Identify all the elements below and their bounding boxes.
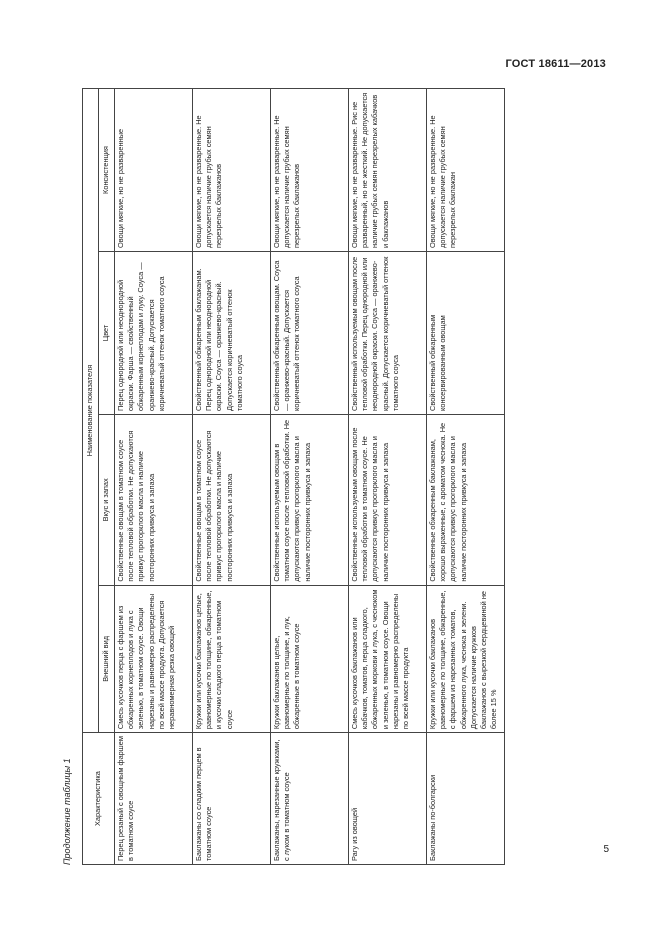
cell-color: Свойственный обжаренным консервированным овощам (427, 251, 505, 414)
cell-consistency: Овощи мягкие, но не разваренные. Рис не разваренный, но не жесткий. Не допускается наличие грубых семян перезрелых кабачков и баклажанов (349, 89, 427, 252)
cell-taste: Свойственные овощам в томатном соусе после тепловой обработки. Не допускаются привкус прогорклого масла и наличие посторонних привкуса и запаха (115, 414, 193, 585)
cell-consistency: Овощи мягкие, но не разваренные. Не допускается наличие грубых семян перезрелых баклажан (427, 89, 505, 252)
cell-appearance: Кружки или кусочки баклажанов целые, равномерные по толщине, обжаренные, и кусочки сладкого перца в томатном соусе (193, 585, 271, 732)
cell-consistency: Овощи мягкие, но не разваренные. Не допускается наличие грубых семян перезрелых баклажанов (271, 89, 349, 252)
header-taste: Вкус и запах (99, 414, 115, 585)
cell-taste: Свойственные используемым овощам после тепловой обработки в томатном соусе. Не допускаются привкус прогорклого масла и наличие посторонних привкуса и запаха (349, 414, 427, 585)
cell-appearance: Смесь кусочков перца с фаршем из обжаренных корнеплодов и лука с зеленью, в томатном соусе. Овощи нарезаны и равномерно распределены по всей массе продукта. Допускается неравномерная резка овощей (115, 585, 193, 732)
cell-characteristic: Баклажаны, нарезанные кружками, с луком в томатном соусе (271, 733, 349, 865)
header-consistency: Консистенция (99, 89, 115, 252)
rotated-content (62, 88, 519, 865)
cell-characteristic: Баклажаны по-болгарски (427, 733, 505, 865)
header-appearance: Внешний вид (99, 585, 115, 732)
cell-consistency: Овощи мягкие, но не разваренные. Не допускается наличие грубых семян перезрелых баклажанов (193, 89, 271, 252)
cell-taste: Свойственные овощам в томатном соусе после тепловой обработки. Не допускаются привкус прогорклого масла и наличие посторонних привкуса и запаха (193, 414, 271, 585)
cell-color: Свойственный обжаренным овощам. Соуса — оранжево-красный. Допускается коричневатый оттенок томатного соуса (271, 251, 349, 414)
cell-appearance: Смесь кусочков баклажанов или кабачков, томатов, перца сладкого, обжаренных моркови и лука, с чесноком и зеленью, в томатном соусе. Овощи нарезаны и равномерно распределены по всей массе продукта (349, 585, 427, 732)
table-continuation-label: Продолжение таблицы 1 (62, 758, 72, 865)
cell-characteristic: Баклажаны со сладким перцем в томатном соусе (193, 733, 271, 865)
cell-taste: Свойственные используемым овощам в томатном соусе после тепловой обработки. Не допускаются привкус прогорклого масла и наличие посторонних привкуса и запаха (271, 414, 349, 585)
page-number: 5 (603, 844, 609, 855)
cell-consistency: Овощи мягкие, но не разваренные (115, 89, 193, 252)
cell-appearance: Кружки или кусочки баклажанов равномерные по толщине, обжаренные, с фаршем из нарезанных томатов, обжаренного лука, чеснока и зелени. Допускается наличие кружков баклажанов с вырезкой сердцевиной не более 15 % (427, 585, 505, 732)
cell-characteristic: Перец резаный с овощным фаршем в томатном соусе (115, 733, 193, 865)
table-row (271, 89, 349, 865)
standard-designation: ГОСТ 18611—2013 (505, 58, 606, 70)
header-color: Цвет (99, 251, 115, 414)
cell-appearance: Кружки баклажанов целые, равномерные по толщине, и лук, обжаренные в томатном соусе (271, 585, 349, 732)
cell-color: Свойственный используемым овощам после тепловой обработки. Перец однородной или неоднородной окраски. Соуса — оранжево-красный. Допускается коричневатый оттенок томатного соуса (349, 251, 427, 414)
table-row (193, 89, 271, 865)
cell-characteristic: Рагу из овощей (349, 733, 427, 865)
table-row (427, 89, 505, 865)
table-header-row (83, 89, 99, 865)
cell-taste: Свойственные обжаренным баклажанам, хорошо выраженные, с ароматом чеснока. Не допускаются привкус прогорклого масла и наличие посторонних привкуса и запаха (427, 414, 505, 585)
table-row (349, 89, 427, 865)
characteristics-table (82, 88, 505, 865)
header-characteristic: Характеристика (83, 733, 115, 865)
cell-color: Перец однородной или неоднородной окраски. Фарша — свойственный обжаренным корнеплодам и луку. Соуса — оранжево-красный. Допускается коричневатый оттенок томатного соуса (115, 251, 193, 414)
cell-color: Свойственный обжаренным баклажанам. Перец однородной или неоднородной окраски. Соуса — оранжево-красный. Допускается коричневатый оттенок томатного соуса (193, 251, 271, 414)
rotated-table-area (62, 88, 519, 865)
header-indicator-group: Наименование показателя (83, 89, 99, 733)
table-row (115, 89, 193, 865)
